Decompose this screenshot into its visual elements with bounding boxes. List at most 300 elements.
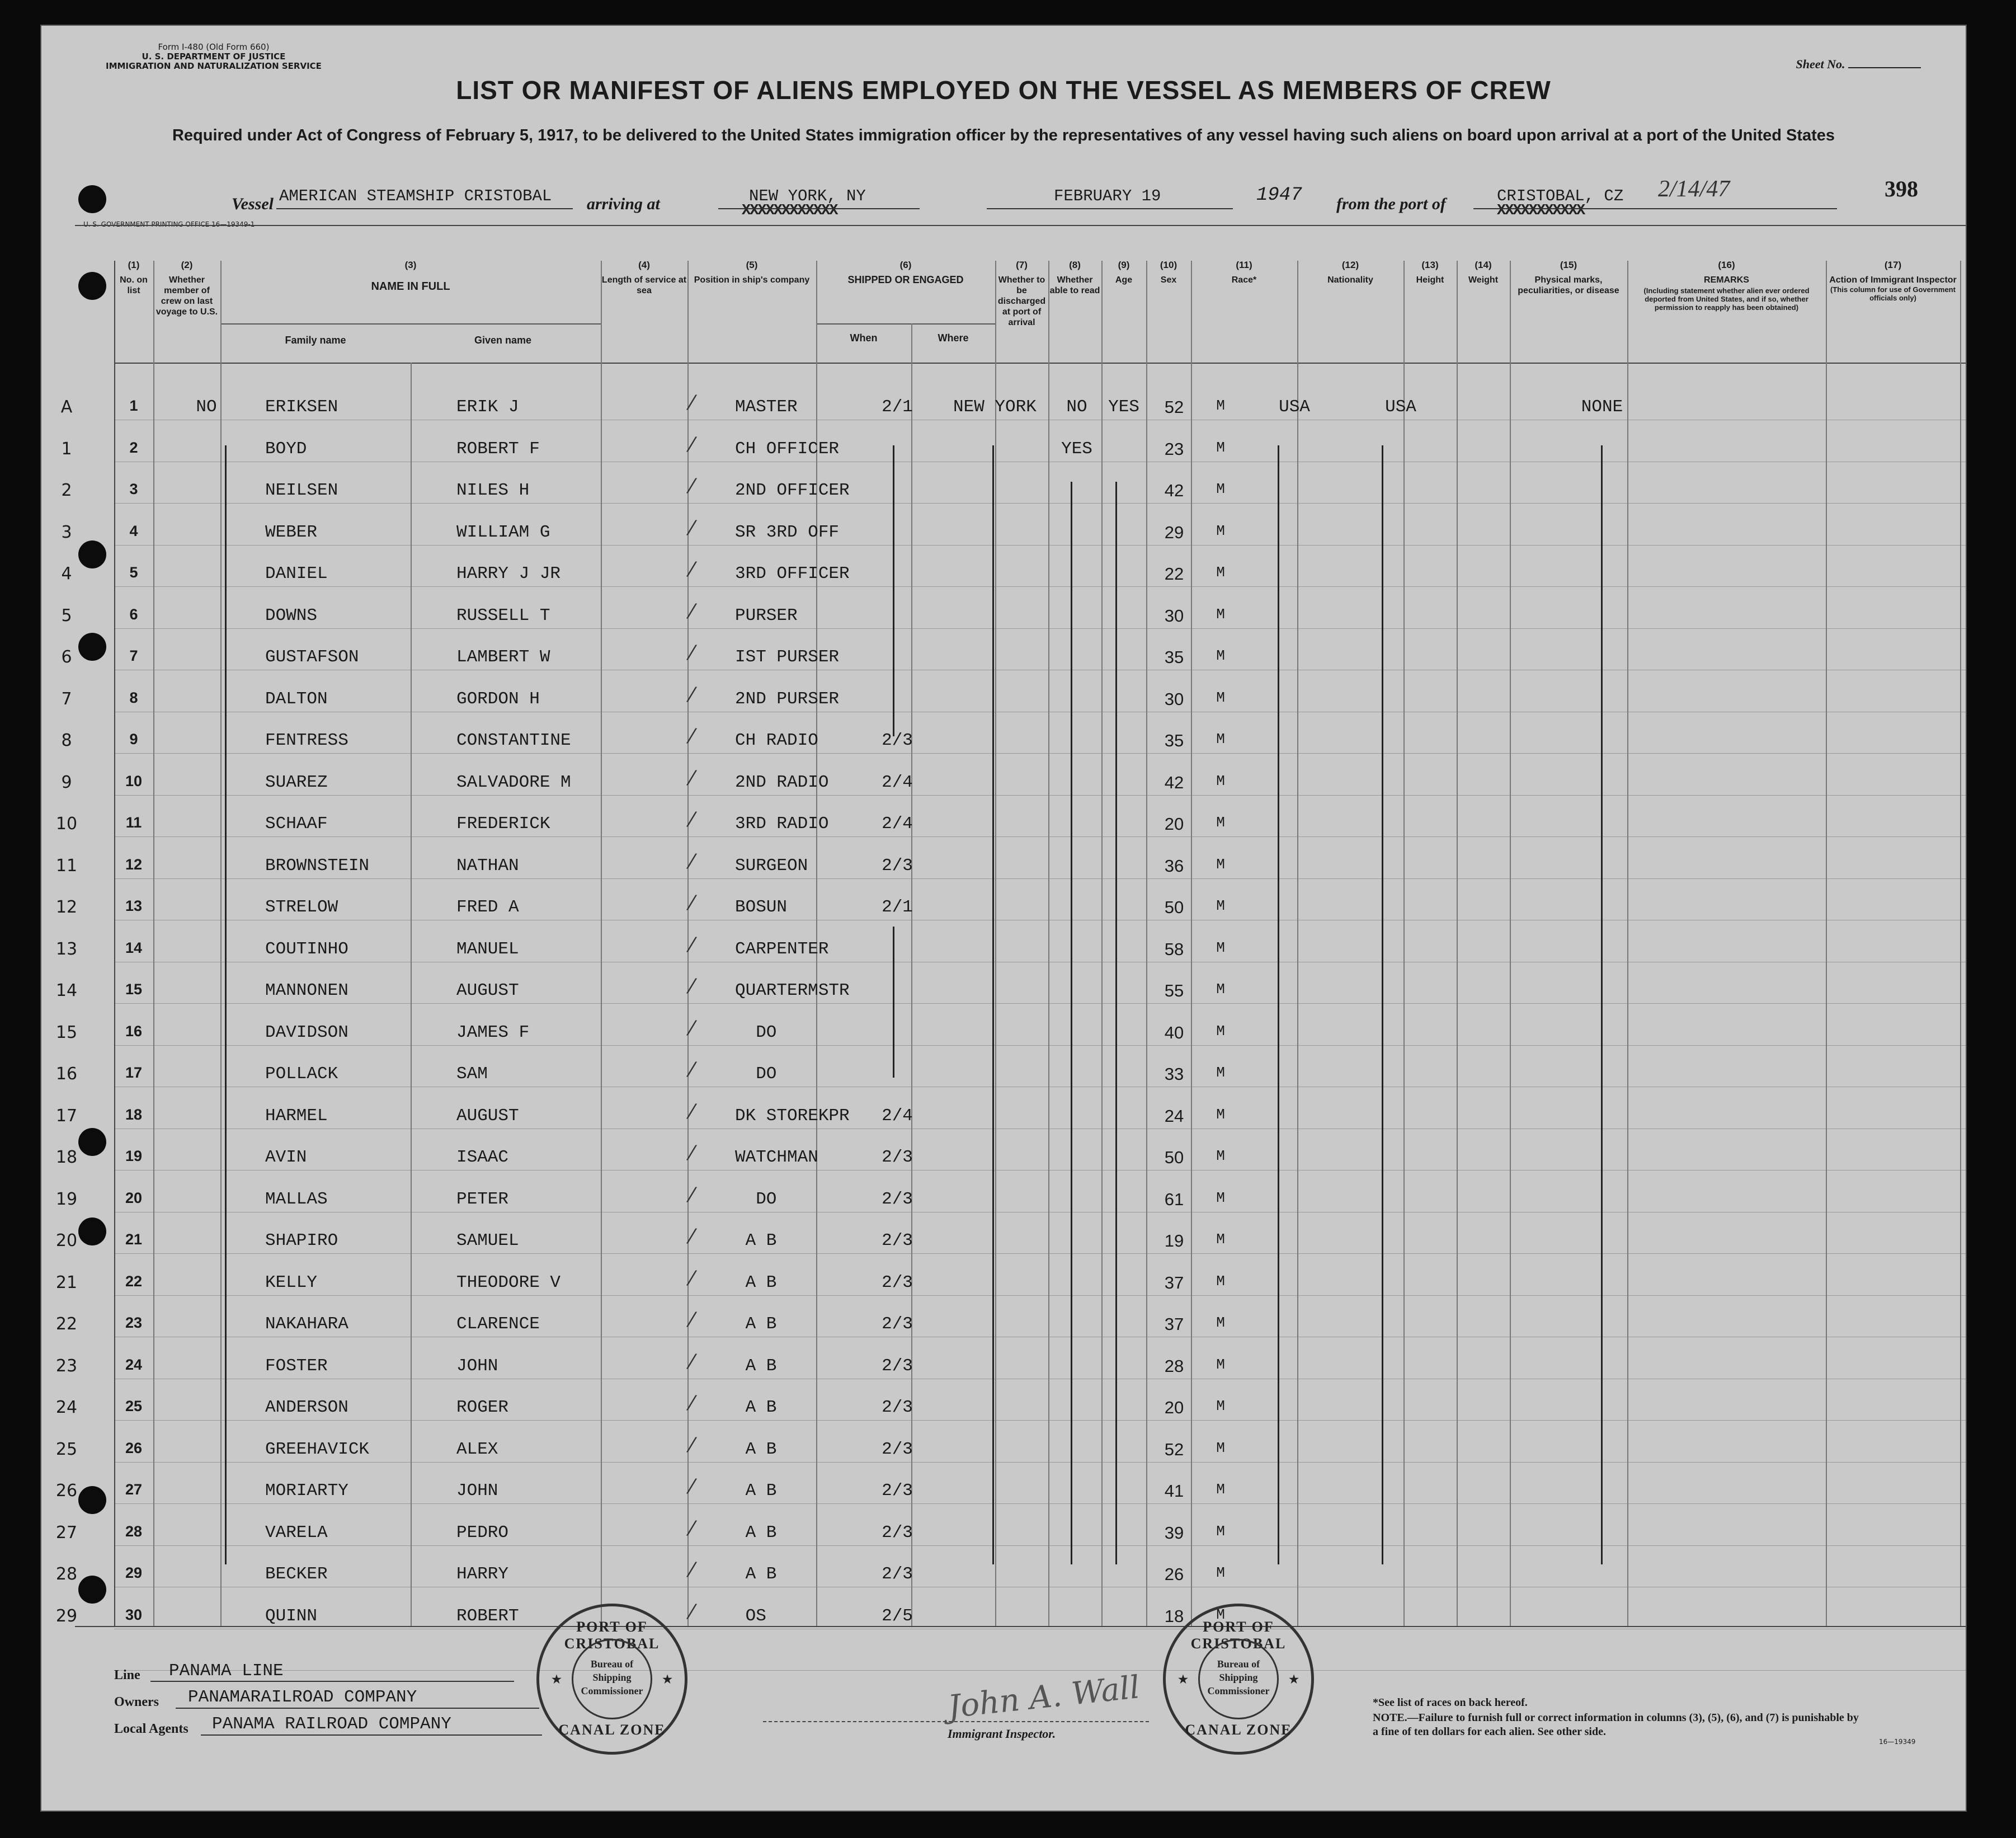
- sex: M: [1216, 605, 1225, 623]
- shipped-when: 2/3: [882, 1148, 913, 1167]
- age: 36: [1164, 855, 1184, 876]
- form-code: 16—19349: [1879, 1738, 1916, 1746]
- table-row: [55, 1587, 1967, 1629]
- row-number: 16: [125, 1022, 143, 1040]
- row-number: 9: [129, 731, 138, 748]
- given-name: CONSTANTINE: [456, 731, 571, 750]
- position: CH RADIO: [735, 731, 818, 750]
- header-col7: (7) Whether to be discharged at port of arrival: [997, 260, 1046, 327]
- position: BOSUN: [735, 897, 788, 917]
- position: A B: [735, 1356, 777, 1376]
- punch-hole: [78, 540, 106, 568]
- arrival-date: FEBRUARY 19: [1054, 187, 1161, 205]
- given-name: PEDRO: [456, 1522, 509, 1543]
- table-row: [55, 1129, 1967, 1170]
- position: 2ND RADIO: [735, 772, 829, 792]
- service-check-mark: ⁄: [690, 1142, 694, 1165]
- table-row: [61, 462, 1967, 503]
- age: 29: [1164, 522, 1184, 542]
- sex: M: [1216, 689, 1225, 706]
- given-name: SAM: [456, 1064, 488, 1084]
- table-row: [60, 378, 1967, 420]
- sex: M: [1216, 1439, 1225, 1456]
- position: CARPENTER: [735, 939, 829, 959]
- shipped-where: NEW YORK: [953, 397, 1037, 417]
- sex: M: [1216, 439, 1225, 456]
- service-check-mark: ⁄: [690, 975, 694, 998]
- age: 28: [1164, 1356, 1184, 1376]
- ditto-line-crew: [225, 445, 227, 1564]
- age: 22: [1164, 564, 1184, 584]
- given-name: ROGER: [456, 1398, 509, 1417]
- sex: M: [1216, 522, 1225, 539]
- vessel-label: Vessel: [232, 195, 274, 213]
- position: MASTER: [735, 397, 798, 417]
- discharge-flag: NO: [1066, 397, 1087, 417]
- given-name: SAMUEL: [456, 1231, 519, 1251]
- position: CH OFFICER: [735, 439, 840, 459]
- table-row: [61, 670, 1967, 712]
- page-subtitle: Required under Act of Congress of February 5, 1917, to be delivered to the United States immigration officer by the representatives of any vessel having such aliens on board upon arrival at a port of the United States: [172, 126, 1835, 144]
- table-top-rule: [75, 225, 1967, 226]
- row-margin-number: 14: [55, 981, 78, 1000]
- sex: M: [1216, 647, 1225, 664]
- shipped-when: 2/3: [882, 1481, 913, 1501]
- sex: M: [1216, 1231, 1225, 1248]
- shipped-when: 2/3: [882, 1564, 913, 1584]
- from-port-struck: XXXXXXXXXXX: [1497, 203, 1585, 219]
- table-row: [55, 1545, 1967, 1587]
- table-row: [55, 1087, 1967, 1129]
- position: 3RD OFFICER: [735, 564, 850, 584]
- service-check-mark: ⁄: [690, 1600, 694, 1624]
- row-number: 5: [129, 564, 138, 581]
- table-row: [55, 1004, 1967, 1045]
- canal-zone-seal: PORT OF CRISTOBAL ★ ★ Bureau of Shipping Commissioner CANAL ZONE: [536, 1604, 687, 1755]
- family-name: STRELOW: [265, 897, 338, 917]
- header-col6: (6) SHIPPED OR ENGAGED: [847, 260, 964, 285]
- row-number: 4: [129, 522, 138, 539]
- row-number: 23: [125, 1314, 143, 1331]
- table-row: [55, 920, 1967, 962]
- sex: M: [1216, 564, 1225, 581]
- age: 61: [1164, 1189, 1184, 1209]
- arriving-struck: XXXXXXXXXXXX: [742, 203, 837, 219]
- row-number: 21: [125, 1231, 143, 1248]
- able-to-read: YES: [1108, 397, 1139, 417]
- row-margin-number: 7: [61, 689, 72, 709]
- ditto-line-nationality: [1382, 445, 1383, 1564]
- position: A B: [735, 1522, 777, 1543]
- header-given-name: Given name: [474, 335, 532, 346]
- given-name: JOHN: [456, 1481, 498, 1501]
- sex: M: [1216, 1606, 1225, 1623]
- position: 3RD RADIO: [735, 814, 829, 834]
- service-check-mark: ⁄: [690, 1517, 694, 1540]
- position: 2ND PURSER: [735, 689, 840, 709]
- position: OS: [735, 1606, 766, 1626]
- row-margin-number: 8: [61, 731, 72, 750]
- family-name: DANIEL: [265, 564, 328, 584]
- shipped-when: 2/3: [882, 855, 913, 876]
- owners-label: Owners: [114, 1695, 159, 1709]
- service-name: IMMIGRATION AND NATURALIZATION SERVICE: [106, 61, 322, 71]
- row-number: 19: [125, 1148, 143, 1164]
- service-check-mark: ⁄: [690, 642, 694, 665]
- family-name: FOSTER: [265, 1356, 328, 1376]
- header-col15: (15) Physical marks, peculiarities, or disease: [1518, 260, 1619, 295]
- row-number: 20: [125, 1189, 143, 1206]
- given-name: LAMBERT W: [456, 647, 550, 667]
- row-margin-number: 17: [55, 1106, 78, 1126]
- age: 50: [1164, 897, 1184, 917]
- age: 37: [1164, 1314, 1184, 1334]
- ditto-line-where: [992, 445, 994, 1564]
- service-check-mark: ⁄: [690, 808, 694, 831]
- race: USA: [1279, 397, 1310, 417]
- service-check-mark: ⁄: [690, 1433, 694, 1457]
- table-row: [61, 587, 1967, 628]
- family-name: DAVIDSON: [265, 1022, 348, 1042]
- row-margin-number: 28: [55, 1564, 78, 1584]
- row-number: 15: [125, 981, 143, 998]
- row-margin-number: 3: [61, 522, 72, 542]
- family-name: DOWNS: [265, 605, 318, 626]
- given-name: HARRY J JR: [456, 564, 561, 584]
- service-check-mark: ⁄: [690, 1559, 694, 1582]
- family-name: ANDERSON: [265, 1398, 348, 1417]
- table-row: [55, 1212, 1967, 1253]
- position: DK STOREKPR: [735, 1106, 850, 1126]
- position: A B: [735, 1481, 777, 1501]
- given-name: GORDON H: [456, 689, 540, 709]
- service-check-mark: ⁄: [690, 1267, 694, 1290]
- ditto-line-discharge: [1071, 482, 1072, 1564]
- sex: M: [1216, 1148, 1225, 1164]
- shipped-when: 2/3: [882, 1272, 913, 1292]
- row-margin-number: 29: [55, 1606, 78, 1626]
- service-check-mark: ⁄: [690, 683, 694, 707]
- service-check-mark: ⁄: [690, 767, 694, 790]
- table-row: [55, 1337, 1967, 1379]
- shipped-when: 2/3: [882, 1356, 913, 1376]
- header-when: When: [850, 332, 878, 344]
- row-margin-number: 24: [55, 1398, 78, 1417]
- row-margin-number: 9: [61, 772, 72, 792]
- age: 52: [1164, 1439, 1184, 1459]
- service-check-mark: ⁄: [690, 516, 694, 540]
- from-port-label: from the port of: [1336, 195, 1446, 213]
- header-col16: (16) REMARKS (Including statement whether alien ever ordered deported from United States, and if so, whether permission to reapply has been obtained): [1643, 260, 1810, 312]
- age: 35: [1164, 647, 1184, 667]
- header-col10: (10) Sex: [1160, 260, 1177, 285]
- position: DO: [735, 1189, 777, 1209]
- given-name: FRED A: [456, 897, 519, 917]
- service-check-mark: ⁄: [690, 600, 694, 623]
- service-check-mark: ⁄: [690, 1225, 694, 1248]
- row-number: 14: [125, 939, 143, 956]
- age: 42: [1164, 772, 1184, 792]
- given-name: ROBERT F: [456, 439, 540, 459]
- age: 18: [1164, 1606, 1184, 1626]
- service-check-mark: ⁄: [690, 558, 694, 581]
- sex: M: [1216, 1189, 1225, 1206]
- given-name: CLARENCE: [456, 1314, 540, 1334]
- ditto-line-race: [1278, 445, 1279, 1564]
- given-name: ERIK J: [456, 397, 519, 417]
- header-col17: (17) Action of Immigrant Inspector (This column for use of Government officials only): [1829, 260, 1957, 302]
- position: A B: [735, 1314, 777, 1334]
- sheet-number-field: [1796, 57, 1921, 72]
- table-row: [55, 1379, 1967, 1420]
- age: 35: [1164, 731, 1184, 750]
- shipped-when: 2/1: [882, 897, 913, 917]
- shipped-when: 2/3: [882, 1398, 913, 1417]
- age: 19: [1164, 1231, 1184, 1251]
- shipped-when: 2/4: [882, 1106, 913, 1126]
- header-col9: (9) Age: [1115, 260, 1133, 285]
- shipped-when: 2/1: [882, 397, 913, 417]
- row-number: 6: [129, 605, 138, 623]
- age: 37: [1164, 1272, 1184, 1292]
- sex: M: [1216, 1356, 1225, 1373]
- position: QUARTERMSTR: [735, 981, 850, 1000]
- punch-hole: [78, 1486, 106, 1514]
- family-name: BECKER: [265, 1564, 328, 1584]
- shipped-when: 2/5: [882, 1606, 913, 1626]
- sex: M: [1216, 1106, 1225, 1123]
- form-number: Form I-480 (Old Form 660): [158, 42, 270, 52]
- age: 39: [1164, 1522, 1184, 1543]
- service-check-mark: ⁄: [690, 392, 694, 415]
- sex: M: [1216, 939, 1225, 956]
- arriving-label: arriving at: [587, 195, 660, 213]
- row-number: 25: [125, 1398, 143, 1414]
- row-margin-number: 6: [61, 647, 72, 667]
- family-name: KELLY: [265, 1272, 318, 1292]
- position: A B: [735, 1272, 777, 1292]
- table-row: [55, 1295, 1967, 1337]
- family-name: SCHAAF: [265, 814, 328, 834]
- service-check-mark: ⁄: [690, 475, 694, 498]
- sex: M: [1216, 772, 1225, 789]
- ditto-line-physical: [1601, 445, 1603, 1564]
- row-margin-number: 25: [55, 1439, 78, 1459]
- position: PURSER: [735, 605, 798, 626]
- position: DO: [735, 1064, 777, 1084]
- table-row: [61, 504, 1967, 545]
- page-title: LIST OR MANIFEST OF ALIENS EMPLOYED ON THE VESSEL AS MEMBERS OF CREW: [456, 76, 1551, 105]
- given-name: AUGUST: [456, 1106, 519, 1126]
- age: 42: [1164, 481, 1184, 500]
- position: SURGEON: [735, 855, 808, 876]
- owners-value: PANAMARAILROAD COMPANY: [188, 1687, 417, 1707]
- given-name: ISAAC: [456, 1148, 509, 1167]
- punch-hole: [78, 1576, 106, 1604]
- punch-hole: [78, 185, 106, 213]
- sheet-number-line: [1848, 67, 1921, 68]
- row-margin-number: 22: [55, 1314, 78, 1334]
- position: A B: [735, 1564, 777, 1584]
- header-col11: (11) Race*: [1231, 260, 1257, 285]
- given-name: JOHN: [456, 1356, 498, 1376]
- line-label: Line: [114, 1668, 140, 1682]
- header-col2: (2) Whether member of crew on last voyage to U.S.: [156, 260, 218, 317]
- row-number: 26: [125, 1439, 143, 1456]
- age: 55: [1164, 981, 1184, 1000]
- service-check-mark: ⁄: [690, 933, 694, 957]
- family-name: MANNONEN: [265, 981, 348, 1000]
- family-name: POLLACK: [265, 1064, 338, 1084]
- arrival-year: 1947: [1256, 185, 1302, 206]
- service-check-mark: ⁄: [690, 1309, 694, 1332]
- service-check-mark: ⁄: [690, 1475, 694, 1498]
- shipped-when: 2/3: [882, 1522, 913, 1543]
- header-family-name: Family name: [285, 335, 346, 346]
- row-number: 1: [129, 397, 138, 414]
- given-name: NATHAN: [456, 855, 519, 876]
- table-row: [55, 1045, 1967, 1087]
- shipped-when: 2/3: [882, 1439, 913, 1459]
- sex: M: [1216, 731, 1225, 748]
- row-number: 17: [125, 1064, 143, 1081]
- row-margin-number: 10: [55, 814, 78, 834]
- table-row: [55, 962, 1967, 1003]
- row-number: 11: [125, 814, 142, 831]
- header-col5: (5) Position in ship's company: [694, 260, 810, 285]
- row-margin-number: 26: [55, 1481, 78, 1501]
- sex: M: [1216, 1314, 1225, 1331]
- header-col1: (1) No. on list: [120, 260, 148, 295]
- age: 24: [1164, 1106, 1184, 1126]
- header-col3: (3) NAME IN FULL: [371, 260, 450, 293]
- row-number: 7: [129, 647, 138, 664]
- races-note: *See list of races on back hereof.: [1373, 1696, 1528, 1709]
- age: 33: [1164, 1064, 1184, 1084]
- family-name: SHAPIRO: [265, 1231, 338, 1251]
- service-check-mark: ⁄: [690, 1392, 694, 1415]
- punch-hole: [78, 1218, 106, 1245]
- age: 40: [1164, 1022, 1184, 1042]
- given-name: MANUEL: [456, 939, 519, 959]
- table-row: [61, 754, 1967, 795]
- row-margin-number: 5: [61, 605, 72, 626]
- shipped-when: 2/4: [882, 814, 913, 834]
- sex: M: [1216, 1481, 1225, 1498]
- header-col12: (12) Nationality: [1327, 260, 1373, 285]
- row-number: 10: [125, 772, 143, 789]
- crew-last-voyage: NO: [196, 397, 217, 417]
- service-check-mark: ⁄: [690, 1017, 694, 1040]
- table-row: [61, 628, 1967, 670]
- row-number: 28: [125, 1522, 143, 1540]
- sex: M: [1216, 814, 1225, 831]
- row-margin-number: 15: [55, 1022, 78, 1042]
- discharge-flag: YES: [1061, 439, 1092, 459]
- service-check-mark: ⁄: [690, 850, 694, 873]
- manifest-sheet: [40, 25, 1967, 1812]
- service-check-mark: ⁄: [690, 892, 694, 915]
- row-margin-number: 20: [55, 1231, 78, 1251]
- nationality: USA: [1385, 397, 1416, 417]
- age: 30: [1164, 689, 1184, 709]
- printer-note: U. S. GOVERNMENT PRINTING OFFICE 16—19349-1: [83, 220, 255, 228]
- table-row: [61, 712, 1967, 753]
- service-check-mark: ⁄: [690, 1350, 694, 1374]
- position: DO: [735, 1022, 777, 1042]
- age: 30: [1164, 605, 1184, 626]
- table-row: [55, 1462, 1967, 1503]
- given-name: AUGUST: [456, 981, 519, 1000]
- table-row: [55, 837, 1967, 878]
- table-row: [55, 1421, 1967, 1462]
- age: 26: [1164, 1564, 1184, 1584]
- row-margin-number: A: [60, 397, 73, 417]
- department: U. S. DEPARTMENT OF JUSTICE: [142, 51, 286, 62]
- row-number: 22: [125, 1272, 143, 1290]
- family-name: FENTRESS: [265, 731, 348, 750]
- shipped-when: 2/4: [882, 772, 913, 792]
- physical-marks: NONE: [1581, 397, 1623, 417]
- position: A B: [735, 1439, 777, 1459]
- row-margin-number: 13: [55, 939, 78, 959]
- header-col4: (4) Length of service at sea: [601, 260, 687, 295]
- punch-hole: [78, 633, 106, 661]
- row-number: 13: [125, 897, 143, 914]
- age: 58: [1164, 939, 1184, 959]
- sex: M: [1216, 855, 1225, 873]
- position: IST PURSER: [735, 647, 840, 667]
- service-check-mark: ⁄: [690, 433, 694, 457]
- family-name: SUAREZ: [265, 772, 328, 792]
- row-number: 27: [125, 1481, 143, 1498]
- age: 23: [1164, 439, 1184, 459]
- family-name: NAKAHARA: [265, 1314, 348, 1334]
- family-name: DALTON: [265, 689, 328, 709]
- vessel-line: [232, 184, 1837, 217]
- row-margin-number: 16: [55, 1064, 78, 1084]
- agents-label: Local Agents: [114, 1722, 189, 1736]
- given-name: HARRY: [456, 1564, 509, 1584]
- position: WATCHMAN: [735, 1148, 818, 1167]
- sex: M: [1216, 397, 1225, 414]
- family-name: GREEHAVICK: [265, 1439, 370, 1459]
- row-margin-number: 18: [55, 1148, 78, 1167]
- ditto-line-when-1: [893, 445, 894, 736]
- service-check-mark: ⁄: [690, 1183, 694, 1207]
- canal-zone-seal: PORT OF CRISTOBAL ★ ★ Bureau of Shipping Commissioner CANAL ZONE: [1163, 1604, 1314, 1755]
- row-margin-number: 27: [55, 1522, 78, 1543]
- row-margin-number: 23: [55, 1356, 78, 1376]
- from-port: CRISTOBAL, CZ: [1497, 187, 1624, 205]
- shipped-when: 2/3: [882, 731, 913, 750]
- table-row: [55, 1254, 1967, 1295]
- age: 52: [1164, 397, 1184, 417]
- inspector-label: Immigrant Inspector.: [948, 1727, 1056, 1741]
- sex: M: [1216, 1064, 1225, 1081]
- table-row: [61, 420, 1967, 462]
- header-where: Where: [938, 332, 969, 344]
- table-row: [55, 878, 1967, 920]
- family-name: GUSTAFSON: [265, 647, 359, 667]
- inspector-signature: John A. Wall: [946, 1669, 1142, 1726]
- family-name: BOYD: [265, 439, 307, 459]
- row-number: 3: [129, 481, 138, 497]
- family-name: MORIARTY: [265, 1481, 348, 1501]
- given-name: FREDERICK: [456, 814, 550, 834]
- table-row: [55, 1504, 1967, 1545]
- row-number: 8: [129, 689, 138, 706]
